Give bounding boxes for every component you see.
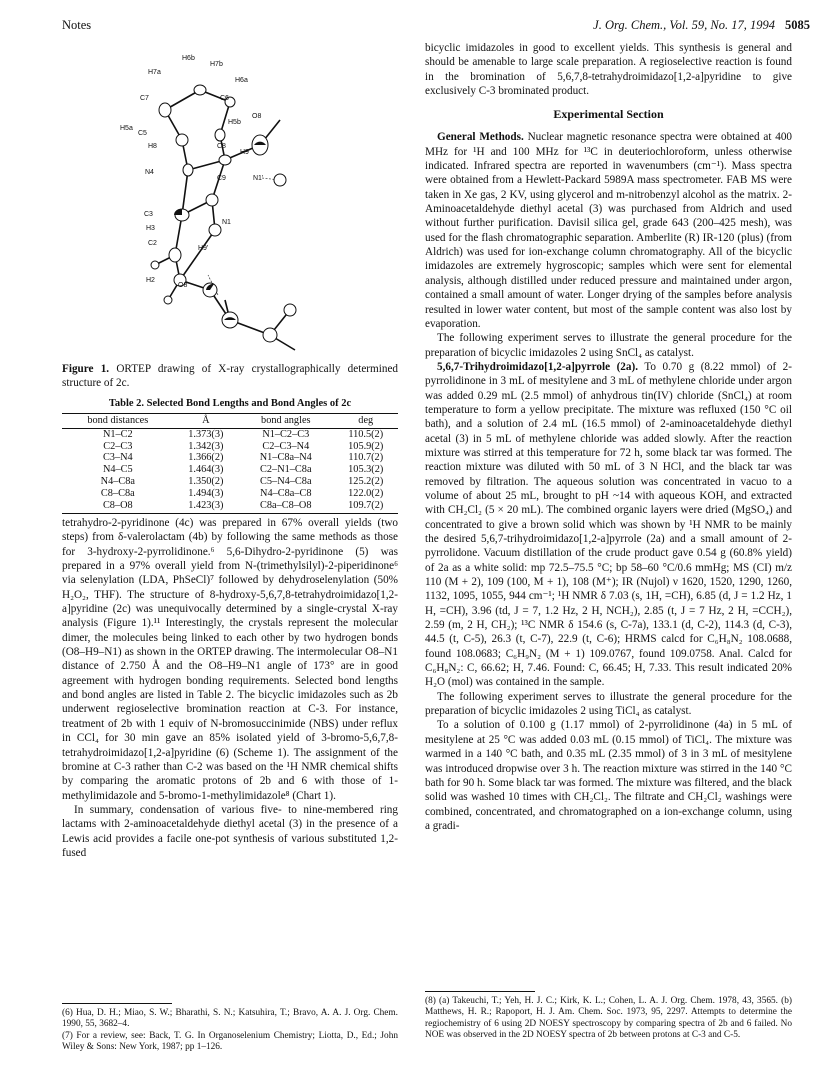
atom-label: H9 <box>240 149 249 156</box>
body-paragraph: In summary, condensation of various five- to nine-membered ring lactams with 2-aminoacetaldehyde diethyl acetal (3) in the presence of a Lewis acid provides a facile one-pot synthesis of various substituted 1,2-fused <box>62 803 398 859</box>
atom-label: C7 <box>140 95 149 102</box>
atom-label: H2 <box>146 277 155 284</box>
atom-label: N1' <box>253 175 264 182</box>
journal-citation: J. Org. Chem., Vol. 59, No. 17, 1994 <box>593 18 775 32</box>
table-cell: N4–C8a <box>100 475 135 487</box>
atom-label: N1 <box>222 219 231 226</box>
table-cell: 110.5(2) <box>348 428 384 440</box>
table-row <box>62 488 398 500</box>
table-cell: 105.9(2) <box>348 440 384 452</box>
atom-label: H5b <box>228 119 241 126</box>
column-header: Å <box>174 414 238 429</box>
table-cell: C3–N4 <box>102 452 133 464</box>
table-cell: 109.7(2) <box>333 500 398 514</box>
footnotes-left <box>62 1008 398 1054</box>
atom-label: C3 <box>144 211 153 218</box>
atom-label: O8 <box>252 113 262 120</box>
table-header-row <box>62 414 398 429</box>
running-header-right <box>505 18 810 33</box>
body-paragraph: The following experiment serves to illustrate the general procedure for the preparation of bicyclic imidazoles 2 using TiCl₄ as catalyst. <box>425 690 792 718</box>
body-paragraph: The following experiment serves to illustrate the general procedure for the preparation of bicyclic imidazoles 2 using SnCl₄ as catalyst. <box>425 332 792 359</box>
column-header: bond distances <box>62 414 174 429</box>
table-cell: 105.3(2) <box>348 464 384 476</box>
table-cell: C8–C8a <box>100 487 135 499</box>
table-cell: N1–C8a–N4 <box>259 452 312 464</box>
table-title: Table 2. Selected Bond Lengths and Bond Angles of 2c <box>108 398 352 409</box>
table-cell: 110.7(2) <box>348 452 384 464</box>
column-header: deg <box>333 414 398 429</box>
paragraph-text: To 0.70 g (8.22 mmol) of 2-pyrrolidinone in 3 mL of mesitylene and 3 mL of methylene chloride under argon was added 0.29 mL (2.5 mmol) of anhydrous tin(IV) chloride (SnCl₄) at room temperature to form a yellow precipitate. The mixture was refluxed (150 °C oil bath), and a solution of 2.4 mL (16.5 mmol) of 2-aminoacetaldehyde diethyl acetal (3) in 5 mL of methylene chloride was added slowly. After the reaction mixture was stirred at this temperature for 72 h, some black tar was formed. The reaction mixture was diluted with 50 mL of 3 N HCl, and the black tar was removed by filtration. The aqueous solution was concentrated in vacuo to a volume of about 25 mL, brought to pH ~14 with aqueous KOH, and extracted with CH₂Cl₂ (5 × 20 mL). The combined organic layers were dried (MgSO₄) and concentrated to give a brown solid which was shown by ¹H NMR to be mainly the desired 5,6,7-trihydroimidazo[1,2-a]pyrrole (2a) and a small amount of 2-pyrrolidone. Vacuum distillation of the crude product gave 0.54 g (60.8% yield) of 2a as a white solid: mp 72.5–75.5 °C; bp 58–60 °C/0.6 mmHg; MS (CI) m/z 110 (M + 2), 109 (100, M + 1), 108 (M⁺); IR (Nujol) ν 1620, 1520, 1290, 1260, 1132, 1095, 1055, 944 cm⁻¹; ¹H NMR δ 7.03 (s, 1H, =CH), 6.85 (d, J = 1.2 Hz, 1 H, =CH), 3.96 (td, J = 7, 1.2 Hz, 2 H, NCH₂), 2.85 (t, J = 7 Hz, 2 H, =CCH₂), 2.59 (m, 2 H, CH₂); ¹³C NMR δ 154.6 (s, C-7a), 133.1 (d, C-2), 114.3 (d, C-3), 44.5 (t, C-5), 26.3 (t, C-7), 22.9 (t, C-6); HRMS calcd for C₆H₈N₂ 108.0688, found 108.0683; C₆H₉N₂ (M + 1) 109.0767, found 109.0758. Anal. Calcd for C₆H₈N₂: C, 66.62; H, 7.46. Found: C, 66.45; H, 7.33. This result indicated 20% H₂O (mol) was contained in the sample. <box>425 360 792 689</box>
atom-label: N4 <box>145 169 154 176</box>
run-in-heading: General Methods. <box>437 131 524 144</box>
atom-label: H9' <box>198 245 209 252</box>
atom-label: H6a <box>235 77 248 84</box>
table-row <box>62 428 398 440</box>
table-cell: C5–N4–C8a <box>260 475 312 487</box>
footnote: (6) Hua, D. H.; Miao, S. W.; Bharathi, S. N.; Katsuhira, T.; Bravo, A. A. J. Org. Chem. 1990, 55, 3682–4. <box>62 1008 398 1030</box>
bond-table <box>62 413 398 514</box>
footnote: (7) For a review, see: Back, T. G. In Organoselenium Chemistry; Liotta, D., Ed.; John Wiley & Sons: New York, 1987; pp 1–126. <box>62 1030 398 1053</box>
table-cell: 1.423(3) <box>174 500 238 514</box>
page-number: 5085 <box>785 18 810 32</box>
table-cell: C2–N1–C8a <box>260 464 312 476</box>
table-row <box>62 476 398 488</box>
table-cell: 1.350(2) <box>188 475 224 487</box>
atom-label: H3 <box>146 225 155 232</box>
table-cell: N1–C2–C3 <box>262 428 310 440</box>
table-cell: C8–O8 <box>62 500 174 514</box>
atom-label: C9 <box>217 175 226 182</box>
ortep-drawing <box>120 50 350 355</box>
figure-label: Figure 1. <box>62 363 110 375</box>
table-row <box>62 464 398 476</box>
atom-label: C8 <box>217 143 226 150</box>
footnote-rule <box>62 1003 172 1004</box>
table-cell: 1.373(3) <box>188 428 224 440</box>
atom-label: C5 <box>138 130 147 137</box>
table-cell: C8a–C8–O8 <box>238 500 333 514</box>
body-paragraph: tetrahydro-2-pyridinone (4c) was prepared in 67% overall yields (two steps) from δ-valerolactam (4b) by following the same methods as those for 3-hydroxy-2-pyrrolidinone.⁶ 5,6-Dihydro-2-pyridinone (5) was prepared in a 97% overall yield from N-(trimethylsilyl)-2-piperidinone⁶ via selenylation (LDA, PhSeCl)⁷ followed by dehydroselenylation (50% H₂O₂, THF). The structure of 8-hydroxy-5,6,7,8-tetrahydroimidazo[1,2-a]pyridine (2c) was unequivocally determined by a single-crystal X-ray analysis (Figure 1).¹¹ Interestingly, the crystals represent the molecular dimer, the molecules being linked to each other by two hydrogen bonds (O8–H9–N1) as shown in the ORTEP drawing. The intermolecular O8–N1 distance of 2.750 Å and the O8–H9–N1 angle of 173° are in good agreement with hydrogen bonding requirements. Selected bond lengths and bond angles are listed in Table 2. The bicyclic imidazoles such as 2b underwent regioselective bromination reaction at C-3. For instance, treatment of 2b with 1 equiv of N-bromosuccinimide (NBS) under reflux in CCl₄ for 30 min gave an 85% isolated yield of 3-bromo-5,6,7,8-tetrahydroimidazo[1,2-a]pyridine (6) (Scheme 1). The assignment of the bromine at C-3 rather than C-2 was based on the ¹H NMR chemical shifts by comparing the aromatic protons of 2b and 6 with those of 1-methylimidazole and 5-bromo-1-methylimidazole⁸ (Chart 1). <box>62 517 398 802</box>
table-cell: 1.494(3) <box>188 487 224 499</box>
table-cell: N4–C5 <box>102 464 133 476</box>
running-header-left: Notes <box>62 18 92 32</box>
atom-label: H6b <box>182 55 195 62</box>
section-title: Experimental Section <box>553 107 664 122</box>
right-column-text <box>425 41 792 833</box>
table-row <box>62 441 398 453</box>
footnotes-right <box>425 996 792 1042</box>
paragraph-text: Nuclear magnetic resonance spectra were obtained at 400 MHz for ¹H and 100 MHz for ¹³C in deuteriochloroform, unless otherwise indicated. Infrared spectra are reported in wavenumbers (cm⁻¹). Mass spectra were obtained from a Hewlett-Packard 5989A mass spectrometer. FAB MS were taken in Xe gas, 2 KV, using glycerol and m-nitrobenzyl alcohol as the matrix. 2-Aminoacetaldehyde diethyl acetal (3) was purchased from Aldrich and used without further purification. Davisil silica gel, grade 643 (200–425 mesh), was used for the flash chromatographic separation. Amberlite (R) IR-120 (plus) (from Aldrich) was used for ion-exchange column chromatography. All of the bicyclic imidazoles are extremely hygroscopic; samples which were sent for elemental analysis, although distilled under reduced pressure and maintained under argon, contained a small amount of water. Longer drying of the samples before analysis resulted in lower water content, but most of the sample content was also lost by evaporation. <box>425 131 793 330</box>
table-cell: 1.342(3) <box>188 440 224 452</box>
table-cell: C2–C3 <box>103 440 133 452</box>
table-cell: 1.464(3) <box>188 464 224 476</box>
table-cell: 1.366(2) <box>188 452 224 464</box>
atom-label: C6 <box>220 95 229 102</box>
body-paragraph: To a solution of 0.100 g (1.17 mmol) of 2-pyrrolidinone (4a) in 5 mL of mesitylene at 25 °C was added 0.03 mL (0.15 mmol) of TiCl₄. The mixture was warmed in a 140 °C bath, and 0.35 mL (2.35 mmol) of 3 in 3 mL of mesitylene was introduced dropwise over 3 h. The reaction mixture was stirred in the 140 °C bath for 90 h. Some black tar was formed. The mixture was filtered, and the black solid was washed 10 times with CH₂Cl₂. The filtrate and CH₂Cl₂ washings were combined, concentrated, and chromatographed on a ion-exchange column, using a gradi- <box>425 719 792 832</box>
atom-label: H7b <box>210 61 223 68</box>
table-row <box>62 452 398 464</box>
atom-label: C2 <box>148 240 157 247</box>
table-cell: N4–C8a–C8 <box>260 487 312 499</box>
table-cell: N1–C2 <box>102 428 133 440</box>
table-row <box>62 500 398 514</box>
atom-label: H5a <box>120 125 133 132</box>
table-cell: 125.2(2) <box>348 475 384 487</box>
footnote: (8) (a) Takeuchi, T.; Yeh, H. J. C.; Kirk, K. L.; Cohen, L. A. J. Org. Chem. 1978, 43, 3565. (b) Matthews, H. R.; Rapoport, H. J. Am. Chem. Soc. 1973, 95, 2297. Attempts to determine the regiochemistry of 6 using 2D NOESY spectroscopy by comparing spectra of 2b and 6 failed. No NOE was observed in the 2D NOESY spectra of 2b between protons at C-3 and C-5. <box>425 996 792 1041</box>
ortep-figure <box>120 50 350 355</box>
figure-caption-text: ORTEP drawing of X-ray crystallographically determined structure of 2c. <box>62 363 398 389</box>
table-cell: C2–C3–N4 <box>262 440 310 452</box>
body-paragraph: bicyclic imidazoles in good to excellent yields. This synthesis is general and should be amenable to large scale preparation. A regioselective reaction is found in the bromination of 5,6,7,8-tetrahydroimidazo[1,2-a]pyridine to give exclusively C-3 brominated product. <box>425 42 792 98</box>
footnote-rule <box>425 991 535 992</box>
table-cell: 122.0(2) <box>348 487 384 499</box>
column-header: bond angles <box>238 414 333 429</box>
body-paragraph <box>425 360 792 690</box>
figure-caption <box>62 362 398 390</box>
run-in-heading: 5,6,7-Trihydroimidazo[1,2-a]pyrrole (2a). <box>437 360 639 373</box>
atom-label: H7a <box>148 69 161 76</box>
left-column-text <box>62 516 398 860</box>
body-paragraph <box>425 130 792 331</box>
atom-label: O8' <box>178 282 189 289</box>
atom-label: H8 <box>148 143 157 150</box>
